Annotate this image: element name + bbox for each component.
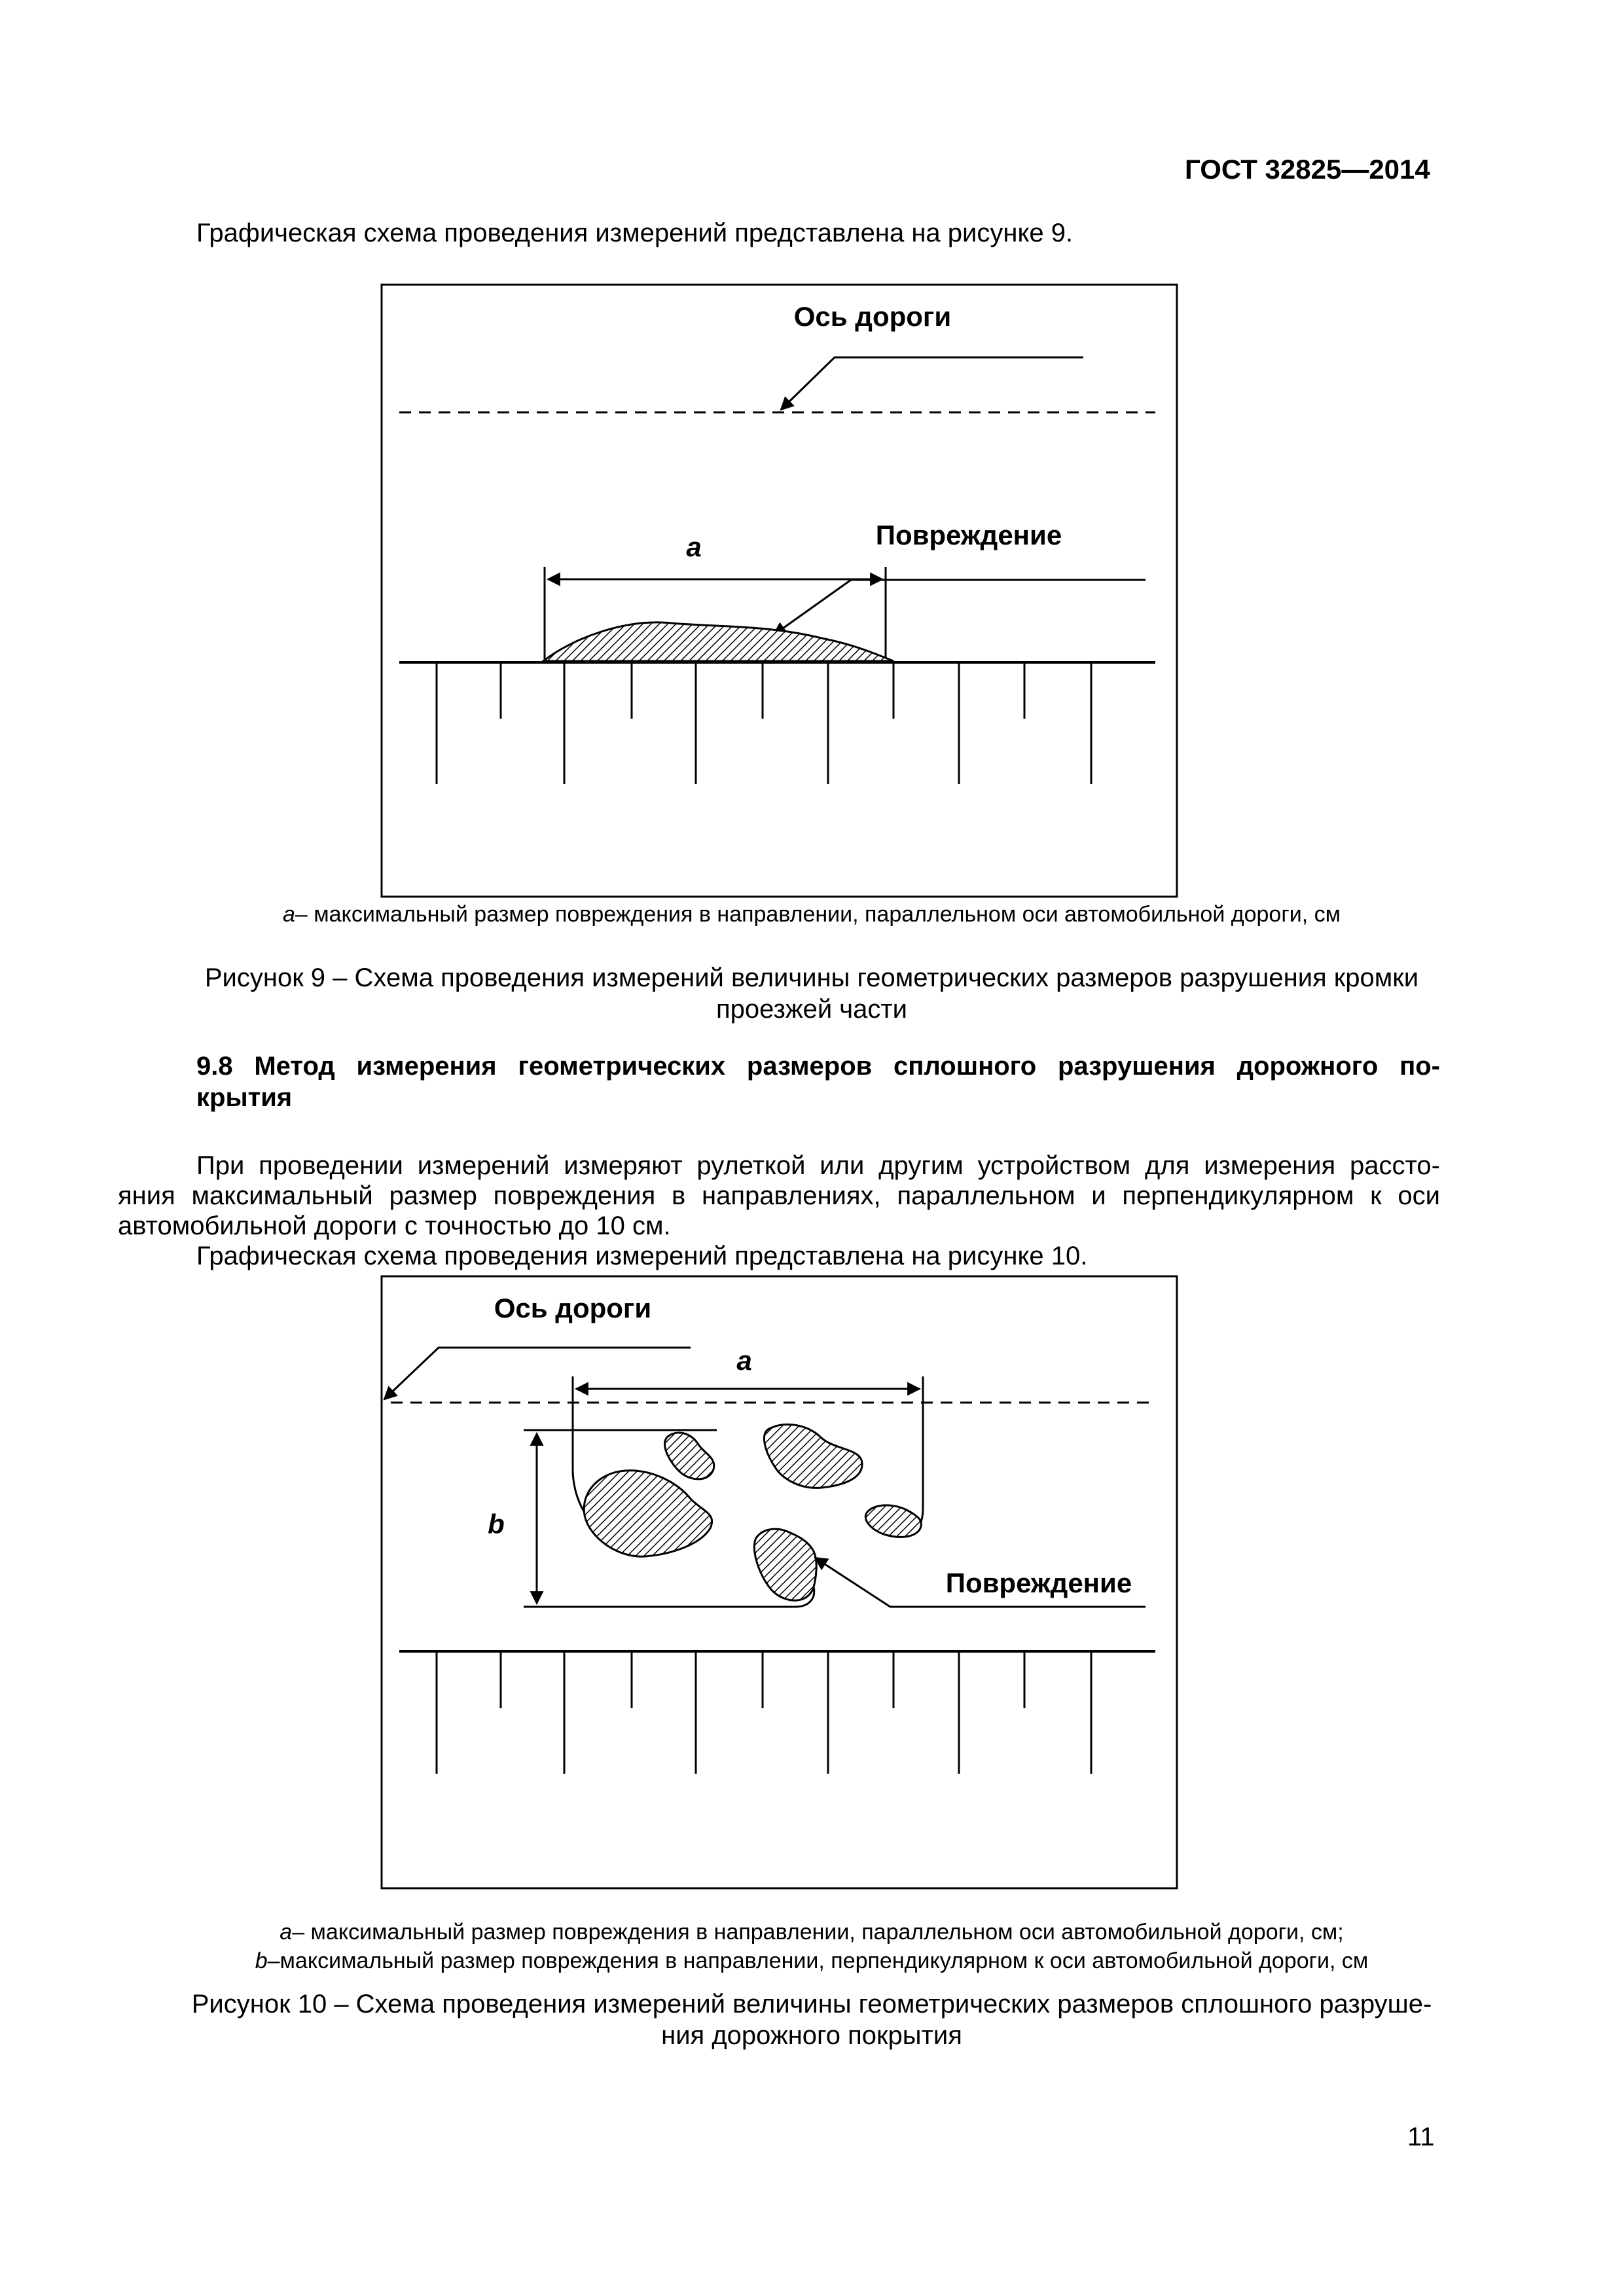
figure9-caption-line2: проезжей части xyxy=(715,995,908,1024)
figure10-legend xyxy=(118,1918,1506,1975)
figure10-legend-a-var: a xyxy=(280,1920,293,1945)
document-header: ГОСТ 32825—2014 xyxy=(1185,154,1430,185)
body-line4: Графическая схема проведения измерений представлена на рисунке 10. xyxy=(196,1242,1088,1270)
figure9-axis-leader xyxy=(781,357,1083,410)
figure10-caption xyxy=(118,1988,1506,2051)
figure9-legend xyxy=(118,900,1506,929)
figure9-damage-label: Повреждение xyxy=(875,520,1062,550)
figure10-legend-a xyxy=(118,1918,1506,1946)
figure10-damage-patch-right xyxy=(865,1505,921,1537)
figure-10 xyxy=(376,1273,1185,1895)
figure10-legend-b-text: –максимальный размер повреждения в направлении, перпендикулярном к оси автомобильной дороги, см xyxy=(267,1948,1369,1973)
figure9-legend-text: – максимальный размер повреждения в направлении, параллельном оси автомобильной дороги, см xyxy=(295,902,1341,927)
figure9-intro-text: Графическая схема проведения измерений представлена на рисунке 9. xyxy=(196,219,1074,247)
figure10-damage-patch-lower xyxy=(754,1529,816,1600)
section-body xyxy=(118,1151,1440,1271)
section-heading xyxy=(196,1050,1440,1113)
figure10-dim-a-label: a xyxy=(736,1345,752,1376)
body-line1: При проведении измерений измеряют рулеткой или другим устройством для измерения рассто- xyxy=(196,1151,1440,1180)
body-line3: автомобильной дороги с точностью до 10 см. xyxy=(118,1211,671,1240)
figure9-dim-a-label: a xyxy=(686,531,702,562)
figure10-legend-b-var: b xyxy=(255,1948,268,1973)
figure10-legend-a-text: – максимальный размер повреждения в направлении, параллельном оси автомобильной дороги, см; xyxy=(292,1920,1344,1945)
page-number: 11 xyxy=(1407,2123,1435,2151)
figure9-damage-shape xyxy=(543,622,893,661)
section-heading-line2: крытия xyxy=(196,1083,293,1112)
figure10-damage-label: Повреждение xyxy=(945,1568,1132,1598)
figure10-damage-patch-large xyxy=(584,1471,712,1556)
figure10-caption-line1: Рисунок 10 – Схема проведения измерений величины геометрических размеров сплошного разруше- xyxy=(191,1990,1432,2018)
figure9-damage-leader xyxy=(774,580,1146,635)
figure9-legend-var: a xyxy=(283,902,295,927)
figure9-axis-label: Ось дороги xyxy=(793,301,952,332)
figure10-dim-b-label: b xyxy=(488,1509,505,1539)
figure9-caption-line1: Рисунок 9 – Схема проведения измерений величины геометрических размеров разрушения кромки xyxy=(204,963,1419,992)
figure10-axis-label: Ось дороги xyxy=(494,1293,652,1323)
figure9-frame xyxy=(382,285,1177,897)
figure10-legend-b xyxy=(118,1946,1506,1975)
figure9-caption xyxy=(118,962,1506,1025)
figure10-damage-patch-small xyxy=(665,1433,714,1479)
figure10-caption-line2: ния дорожного покрытия xyxy=(661,2021,962,2050)
body-line2: яния максимальный размер повреждения в направлениях, параллельном и перпендикулярном к оси xyxy=(118,1181,1440,1210)
section-heading-line1: 9.8 Метод измерения геометрических размеров сплошного разрушения дорожного по- xyxy=(196,1052,1440,1081)
figure10-axis-leader xyxy=(384,1348,691,1399)
figure10-dim-right-extension xyxy=(913,1403,923,1532)
figure10-damage-patch-upper-right xyxy=(764,1424,862,1488)
figure-9 xyxy=(376,281,1185,903)
